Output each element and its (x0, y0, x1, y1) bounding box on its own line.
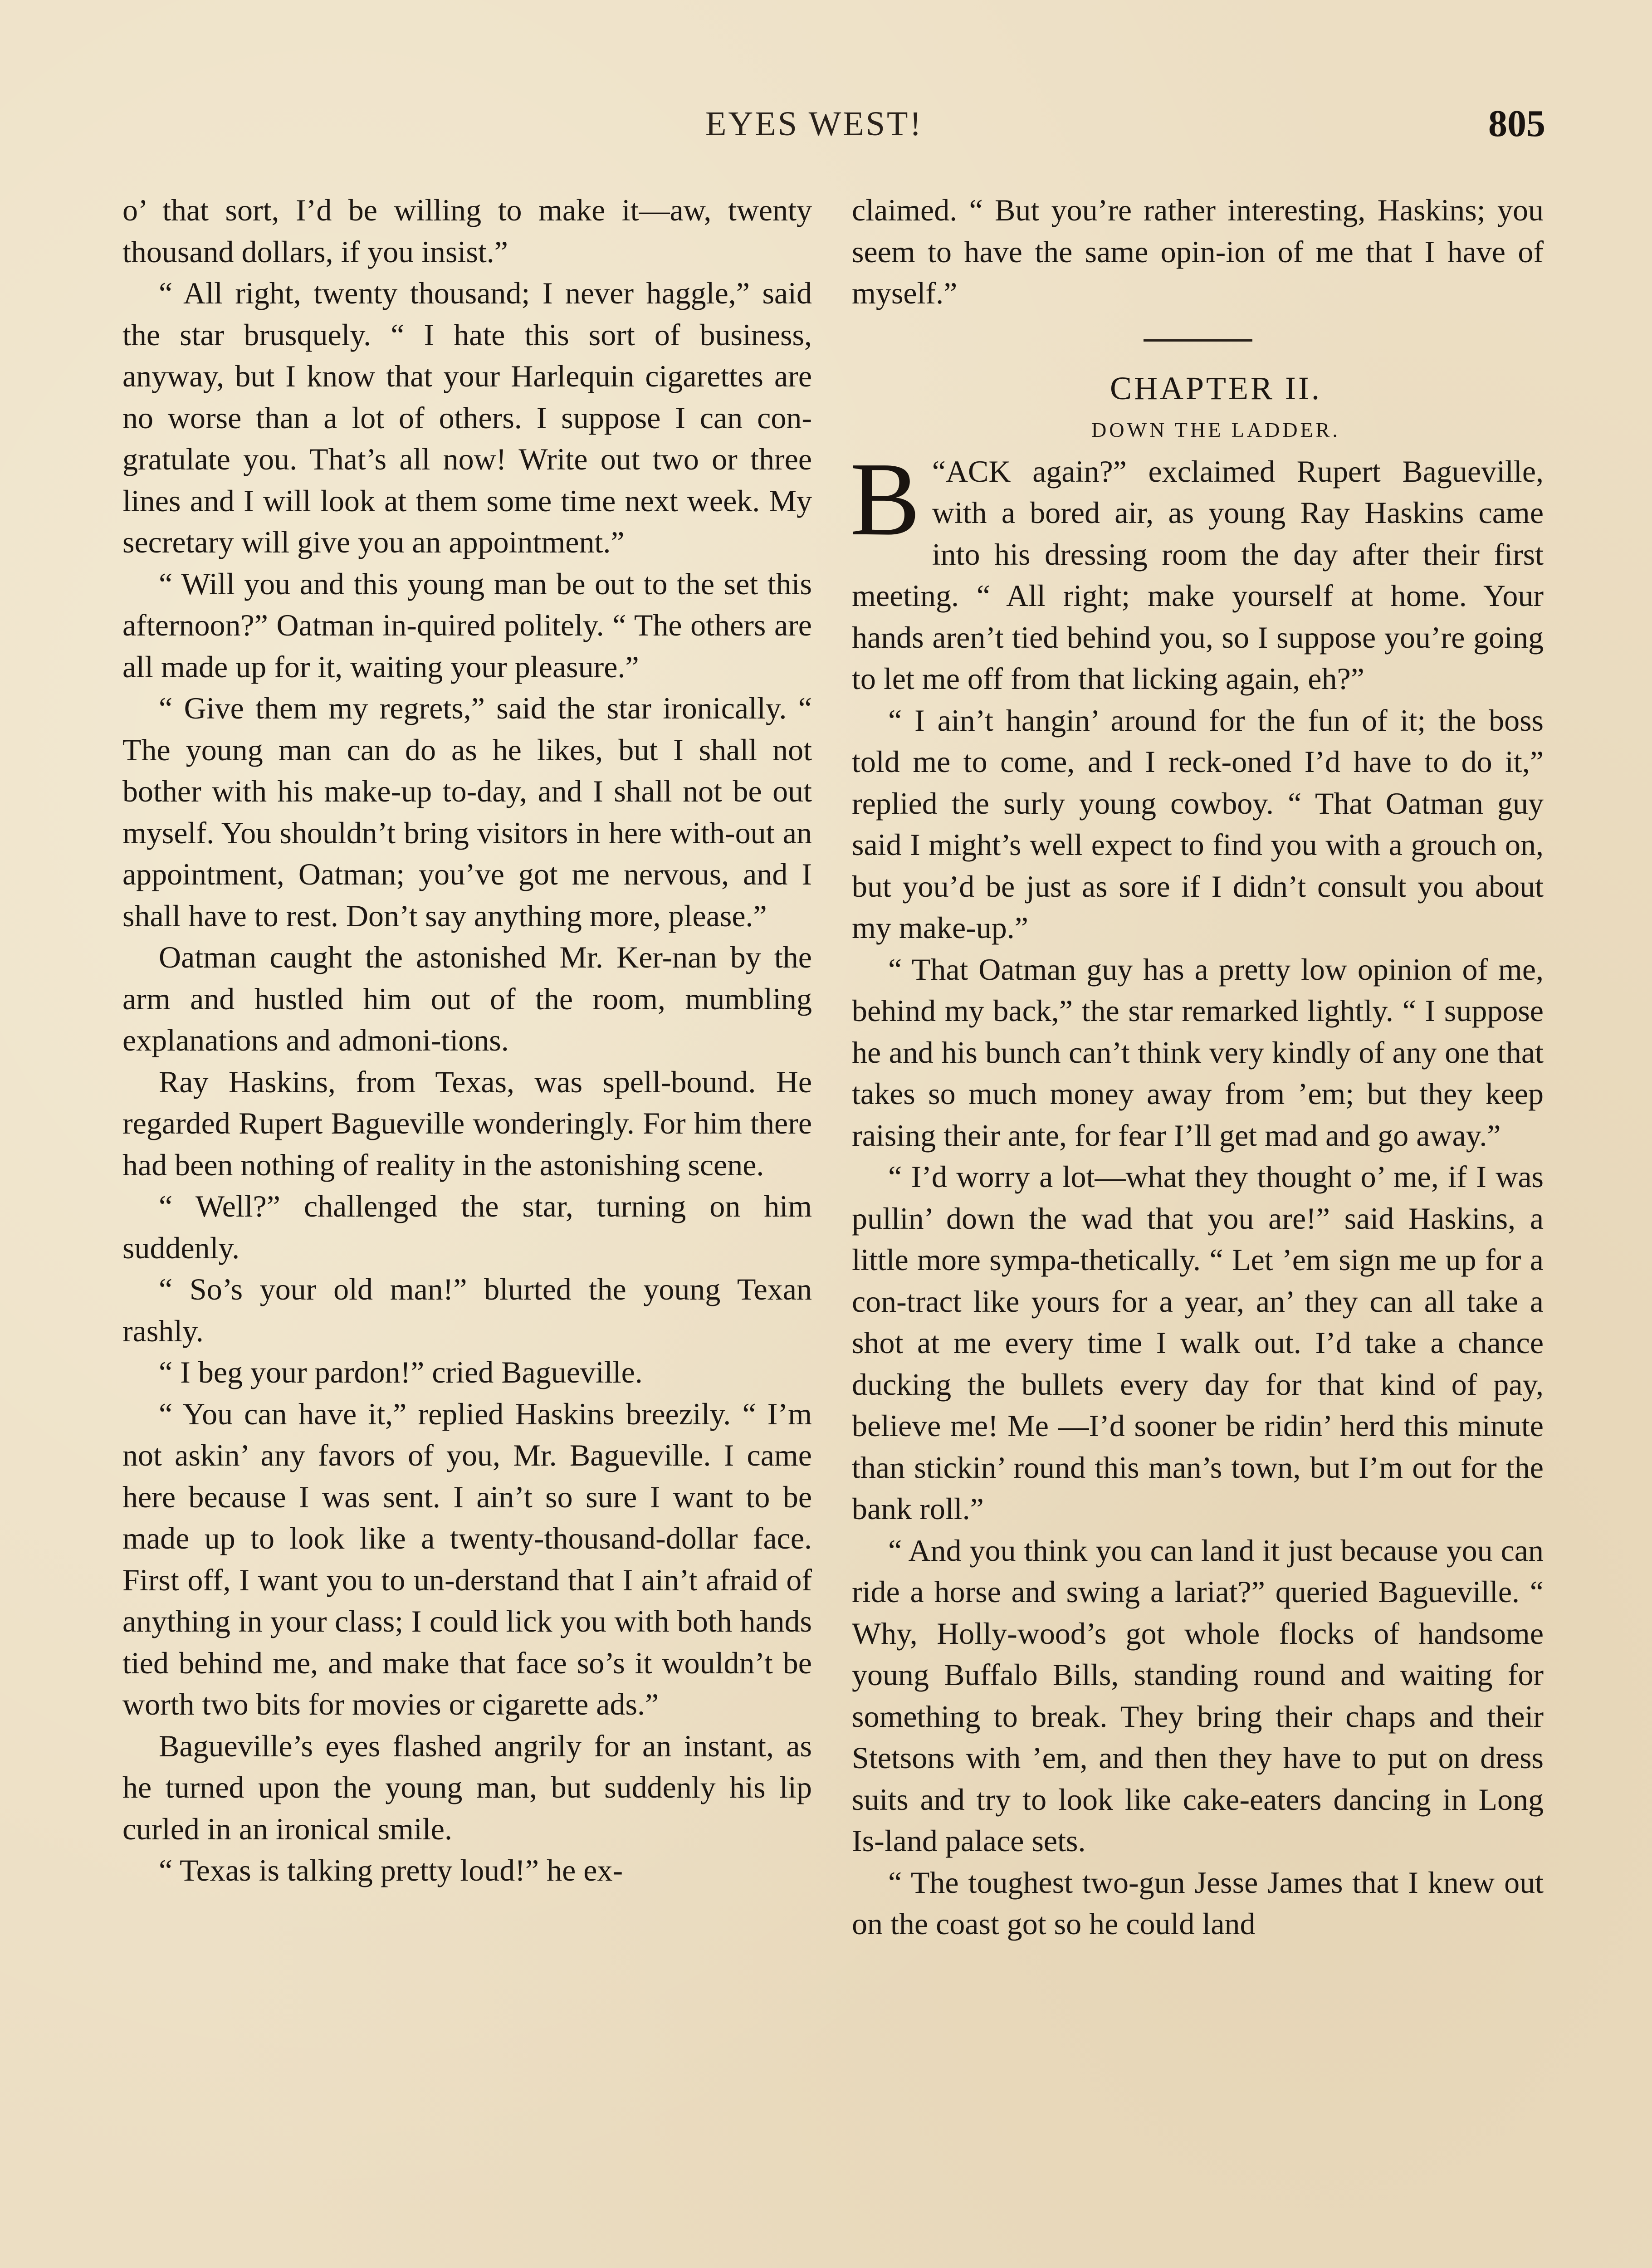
paragraph: “ That Oatman guy has a pretty low opinion of me, behind my back,” the star remarked lightly. “ I suppose he and his bunch can’t think very kindly of any one that takes so much money away from ’em; but they keep raising their ante, for fear I’ll get mad and go away.” (852, 952, 1544, 1153)
paragraph: “ You can have it,” replied Haskins breezily. “ I’m not askin’ any favors of you, Mr. Bagueville. I came here because I was sent. I ain’t so sure I want to be made up to look like a twenty-thousand-dollar face. First off, I want you to un-derstand that I ain’t afraid of anything in your class; I could lick you with both hands tied behind me, and make that face so’s it wouldn’t be worth two bits for movies or cigarette ads.” (122, 1396, 812, 1721)
right-column (852, 190, 1544, 1945)
page-number: 805 (1488, 103, 1545, 145)
chapter-title: CHAPTER II. (1110, 370, 1322, 406)
paragraph: “ All right, twenty thousand; I never haggle,” said the star brusquely. “ I hate this sort of business, anyway, but I know that your Harlequin cigarettes are no worse than a lot of others. I suppose I can con-gratulate you. That’s all now! Write out two or three lines and I will look at them some time next week. My secretary will give you an appointment.” (122, 276, 812, 559)
running-head (0, 104, 1652, 159)
paragraph: “ Give them my regrets,” said the star ironically. “ The young man can do as he likes, but I shall not bother with his make-up to-day, and I shall not be out myself. You shouldn’t bring visitors in here with-out an appointment, Oatman; you’ve got me nervous, and I shall have to rest. Don’t say anything more, please.” (122, 691, 812, 933)
opening-quote: “ (932, 454, 946, 489)
drop-cap: B (850, 440, 920, 557)
paragraph: Ray Haskins, from Texas, was spell-bound. He regarded Rupert Bagueville wonderingly. For him there had been nothing of reality in the astonishing scene. (122, 1064, 812, 1182)
paragraph: “ Texas is talking pretty loud!” he ex- (159, 1853, 623, 1887)
paragraph: “ So’s your old man!” blurted the young Texan rashly. (122, 1272, 812, 1348)
running-title: EYES WEST! (705, 105, 923, 143)
section-divider (1144, 339, 1252, 342)
chapter-subtitle: DOWN THE LADDER. (1091, 418, 1340, 441)
paragraph: Oatman caught the astonished Mr. Ker-nan by the arm and hustled him out of the room, mumbling explanations and admoni-tions. (122, 940, 812, 1057)
paragraph: “ The toughest two-gun Jesse James that I knew out on the coast got so he could land (852, 1865, 1544, 1941)
paragraph: “ Will you and this young man be out to the set this afternoon?” Oatman in-quired politely. “ The others are all made up for it, waiting your pleasure.” (122, 566, 812, 684)
paragraph: claimed. “ But you’re rather interesting, Haskins; you seem to have the same opin-ion of me that I have of myself.” (852, 193, 1544, 310)
chapter-opening-paragraph (850, 440, 1544, 700)
paragraph: o’ that sort, I’d be willing to make it—aw, twenty thousand dollars, if you insist.” (122, 193, 812, 269)
paragraph: “ I’d worry a lot—what they thought o’ me, if I was pullin’ down the wad that you are!” said Haskins, a little more sympa-thetically. “ Let ’em sign me up for a con-tract like yours for a year, an’ they can all take a shot at me every time I walk out. I’d take a chance ducking the bullets every day for that kind of pay, believe me! Me —I’d sooner be ridin’ herd this minute than stickin’ round this man’s town, but I’m out for the bank roll.” (852, 1159, 1544, 1526)
paragraph: “ I beg your pardon!” cried Bagueville. (159, 1355, 643, 1389)
paragraph: Bagueville’s eyes flashed angrily for an instant, as he turned upon the young man, but suddenly his lip curled in an ironical smile. (122, 1728, 812, 1846)
paragraph: “ Well?” challenged the star, turning on him suddenly. (122, 1189, 812, 1265)
paragraph: “ I ain’t hangin’ around for the fun of it; the boss told me to come, and I reck-oned I’d have to do it,” replied the surly young cowboy. “ That Oatman guy said I might’s well expect to find you with a grouch on, but you’d be just as sore if I didn’t consult you about my make-up.” (852, 703, 1544, 945)
left-column (122, 190, 812, 1892)
paragraph: “ And you think you can land it just because you can ride a horse and swing a lariat?” queried Bagueville. “ Why, Holly-wood’s got whole flocks of handsome young Buffalo Bills, standing round and waiting for something to break. They bring their chaps and their Stetsons with ’em, and then they have to put on dress suits and try to look like cake-eaters dancing in Long Is-land palace sets. (852, 1533, 1544, 1858)
opening-text: ACK again?” exclaimed Rupert Bagueville, with a bored air, as young Ray Haskins came into his dressing room the day after their first meeting. “ All right; make yourself at home. Your hands aren’t tied behind you, so I suppose you’re going to let me off from that licking again, eh?” (852, 454, 1544, 696)
